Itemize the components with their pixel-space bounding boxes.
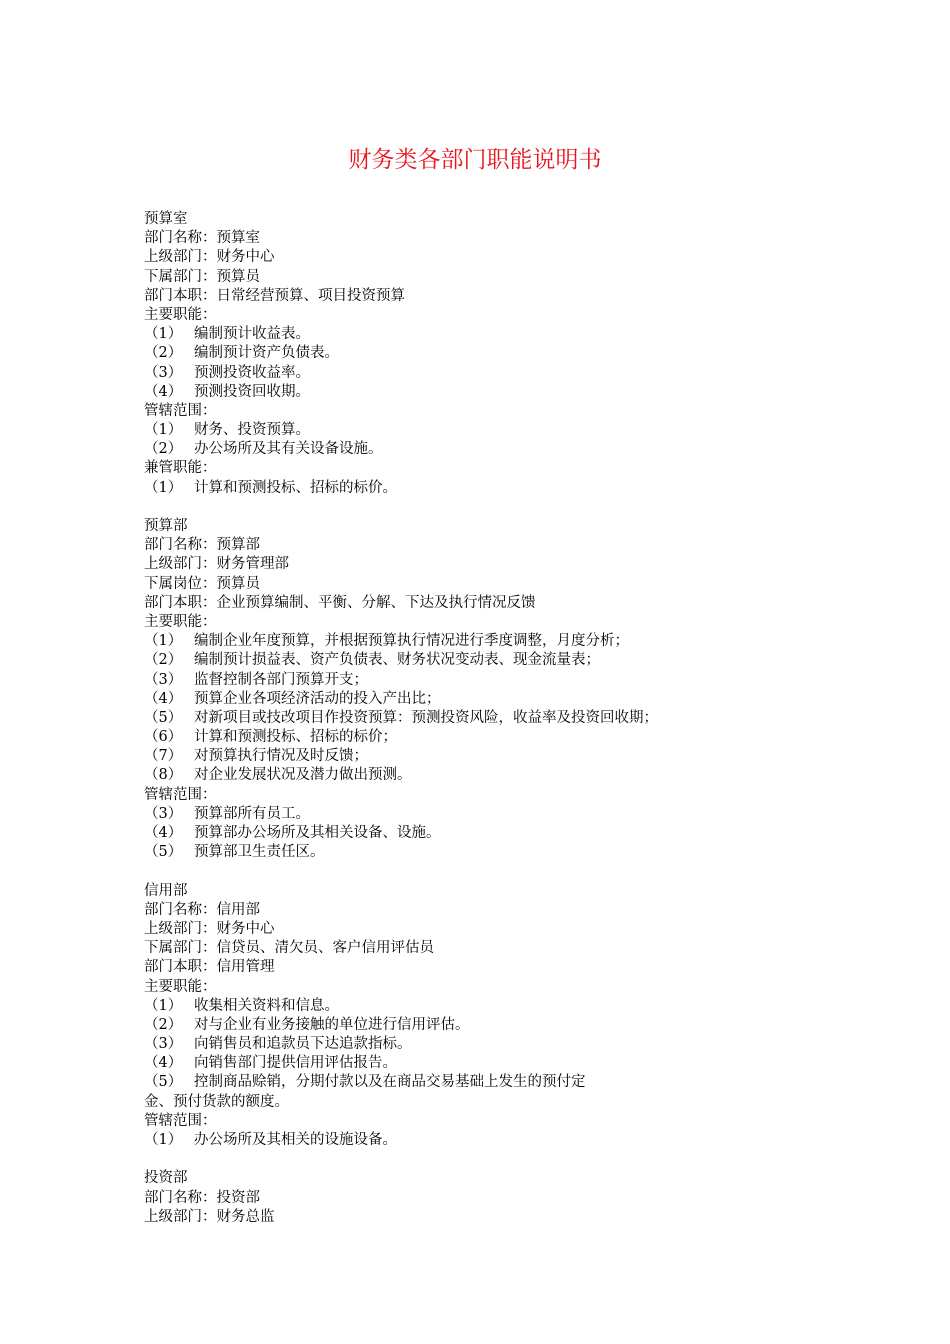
list-item: （3） 预测投资收益率。 (144, 364, 310, 381)
list-item: （1） 办公场所及其相关的设施设备。 (144, 1132, 397, 1148)
dept-duty-line: 部门本职：企业预算编制、平衡、分解、下达及执行情况反馈 (144, 594, 536, 611)
dept-name-line: 部门名称：信用部 (144, 901, 260, 918)
section-credit-department (144, 882, 764, 1151)
list-item: （1） 计算和预测投标、招标的标价。 (144, 479, 397, 496)
list-item: （5） 控制商品赊销，分期付款以及在商品交易基础上发生的预付定 (144, 1074, 586, 1091)
list-item: （4） 预算部办公场所及其相关设备、设施。 (144, 825, 441, 841)
section-heading: 投资部 (144, 1170, 188, 1187)
list-item-continuation: 金、预付货款的额度。 (144, 1093, 289, 1110)
subordinate-line: 下属岗位：预算员 (144, 575, 260, 592)
scope-label: 管辖范围： (144, 1112, 217, 1129)
main-functions-label: 主要职能： (144, 613, 217, 630)
parent-dept-line: 上级部门：财务中心 (144, 249, 275, 266)
list-item: （3） 向销售员和追款员下达追款指标。 (144, 1036, 412, 1053)
section-gap (144, 1150, 764, 1169)
list-item: （2） 对与企业有业务接触的单位进行信用评估。 (144, 1016, 470, 1033)
section-heading: 预算部 (144, 518, 188, 534)
scope-label: 管辖范围： (144, 402, 217, 419)
subordinate-line: 下属部门：信贷员、清欠员、客户信用评估员 (144, 940, 434, 957)
extra-functions-label: 兼管职能： (144, 460, 217, 477)
section-gap (144, 498, 764, 517)
document-title: 财务类各部门职能说明书 (348, 147, 602, 173)
section-heading: 预算室 (144, 211, 188, 227)
list-item: （2） 编制预计资产负债表。 (144, 345, 339, 362)
parent-dept-line: 上级部门：财务中心 (144, 920, 275, 937)
dept-duty-line: 部门本职：日常经营预算、项目投资预算 (144, 287, 405, 304)
section-budget-department (144, 517, 764, 862)
list-item: （5） 预算部卫生责任区。 (144, 844, 325, 861)
list-item: （7） 对预算执行情况及时反馈； (144, 748, 368, 765)
list-item: （4） 预测投资回收期。 (144, 383, 310, 400)
main-functions-label: 主要职能： (144, 978, 217, 995)
scope-label: 管辖范围： (144, 786, 217, 803)
document-body (144, 210, 764, 1227)
subordinate-line: 下属部门：预算员 (144, 268, 260, 285)
section-budget-office (144, 210, 764, 498)
list-item: （3） 预算部所有员工。 (144, 805, 310, 822)
list-item: （4） 预算企业各项经济活动的投入产出比； (144, 690, 441, 707)
section-investment-department (144, 1169, 764, 1227)
parent-dept-line: 上级部门：财务管理部 (144, 556, 289, 573)
section-gap (144, 862, 764, 881)
list-item: （4） 向销售部门提供信用评估报告。 (144, 1055, 397, 1072)
list-item: （8） 对企业发展状况及潜力做出预测。 (144, 767, 412, 784)
parent-dept-line: 上级部门：财务总监 (144, 1208, 275, 1225)
list-item: （3） 监督控制各部门预算开支； (144, 671, 368, 688)
dept-name-line: 部门名称：预算室 (144, 230, 260, 247)
list-item: （2） 办公场所及其有关设备设施。 (144, 441, 383, 458)
list-item: （1） 编制企业年度预算，并根据预算执行情况进行季度调整，月度分析； (144, 633, 629, 650)
list-item: （1） 收集相关资料和信息。 (144, 997, 339, 1014)
list-item: （1） 编制预计收益表。 (144, 326, 310, 343)
dept-name-line: 部门名称：预算部 (144, 537, 260, 554)
section-heading: 信用部 (144, 882, 188, 899)
main-functions-label: 主要职能： (144, 306, 217, 323)
dept-duty-line: 部门本职：信用管理 (144, 959, 275, 976)
list-item: （2） 编制预计损益表、资产负债表、财务状况变动表、现金流量表； (144, 652, 600, 669)
list-item: （6） 计算和预测投标、招标的标价； (144, 729, 397, 746)
list-item: （1） 财务、投资预算。 (144, 422, 310, 439)
dept-name-line: 部门名称：投资部 (144, 1189, 260, 1206)
list-item: （5） 对新项目或技改项目作投资预算：预测投资风险，收益率及投资回收期； (144, 709, 658, 726)
